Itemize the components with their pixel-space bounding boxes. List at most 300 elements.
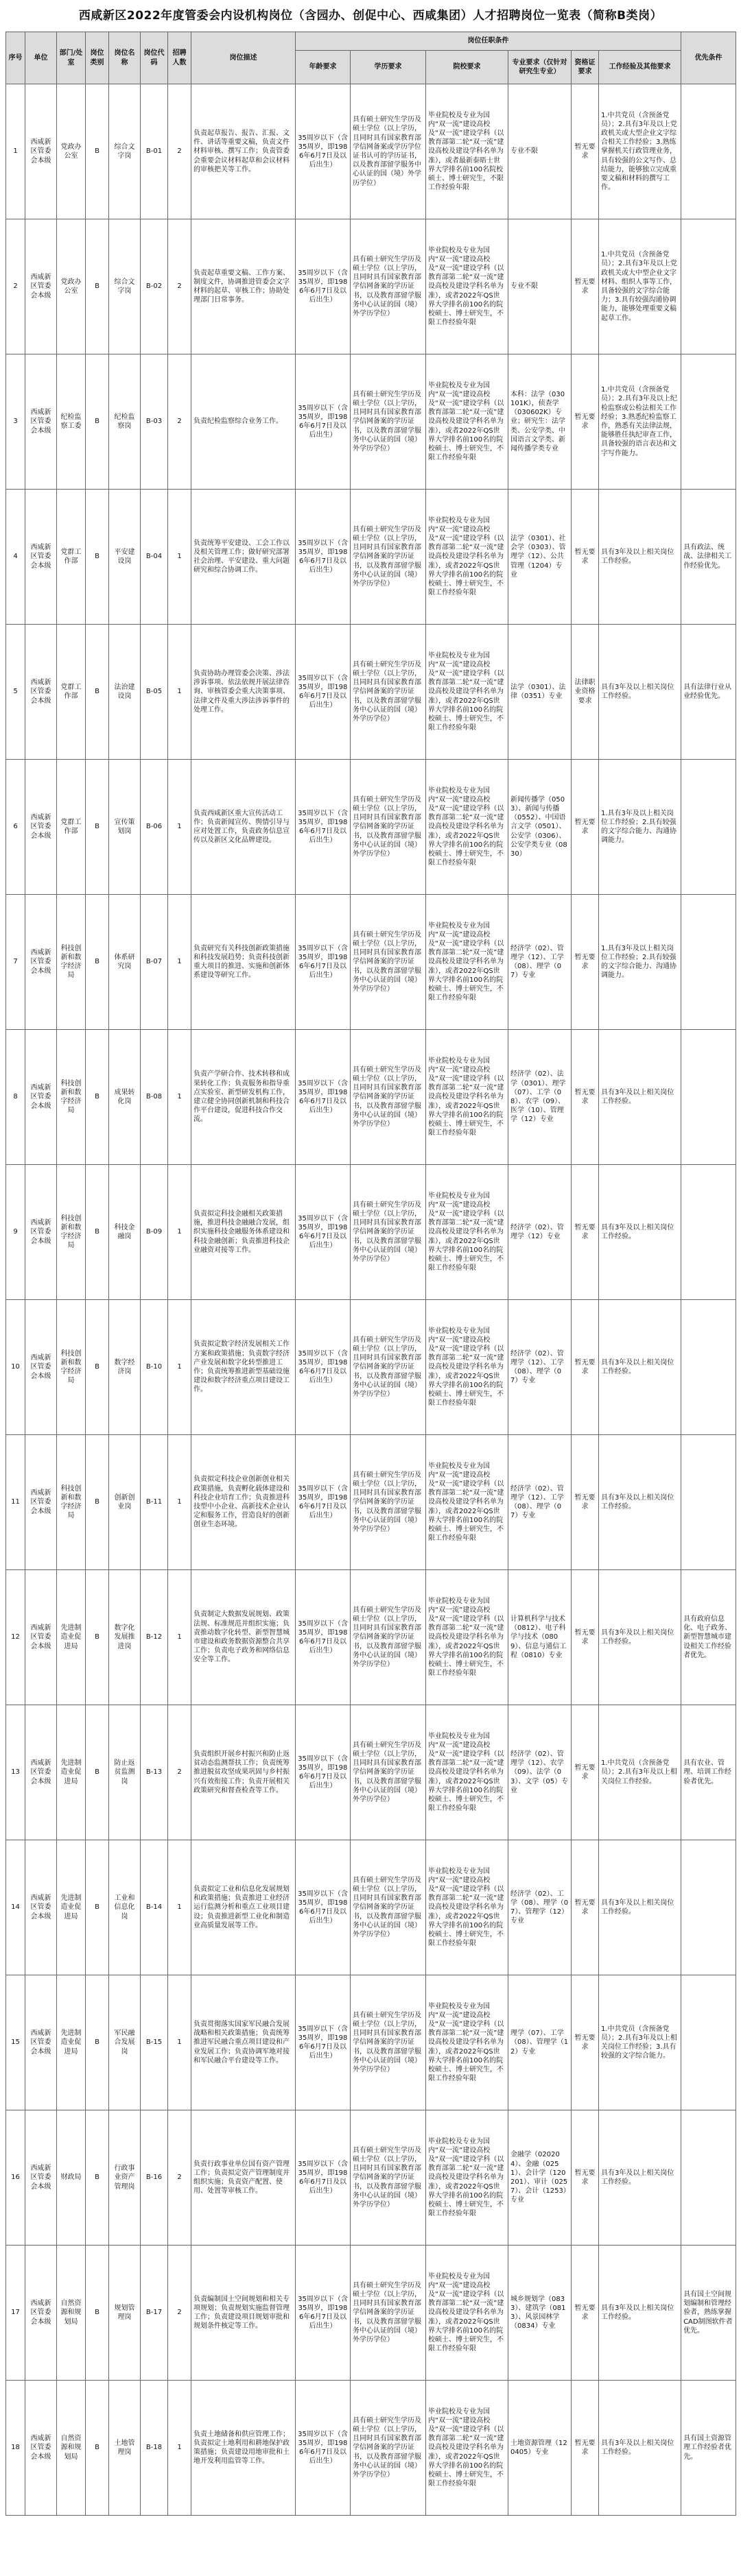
row-desc: 负责土地储备和供应管理工作；负责拟定土地利用和耕地保护政策措施；负责建设用地审批和土地开发利用监管等工作。	[191, 2381, 296, 2516]
row-priority	[681, 1030, 736, 1165]
row-count: 1	[168, 1030, 191, 1165]
row-desc: 负责起草报告、报告、汇报、文件、讲话等重要文稿，负责文件材料审核、撰写工作；负责管委会重要会议材料起草和会议材料的审核把关等工作。	[191, 84, 296, 219]
row-major: 经济学（02）、管理学（12）、工学（08）、理学（07）专业	[508, 1300, 572, 1435]
table-row	[6, 1975, 736, 2110]
row-major: 本科：法学（030101K），侦查学（030602K）专业；研究生：法学类、公安学类、中国语言文学类、新闻传播学类专业	[508, 354, 572, 490]
row-age: 35周岁以下（含35周岁，即1986年6月7日及以后出生）	[296, 1030, 351, 1165]
row-post-code: B-01	[141, 84, 168, 219]
row-desc: 负责拟定数字经济发展相关工作方案和政策措施；负责数字经济产业发展和数字化转型推进工作；负责统筹推进新型基础设施建设和数字经济重点项目建设工作。	[191, 1300, 296, 1435]
table-row	[6, 1570, 736, 1705]
row-school: 毕业院校及专业为国内“双一流”建设高校及“双一流”建设学科（以教育部第二轮“双一流”建设高校及建设学科名单为准），或者2022年QS世界大学排名前100名的院校硕士、博士研究生，不限工作经验年限	[426, 1570, 508, 1705]
table-row	[6, 1840, 736, 1975]
row-post-name: 宣传策划岗	[109, 760, 141, 895]
row-post-name: 平安建设岗	[109, 490, 141, 625]
row-desc: 负责统筹平安建设、工会工作以及相关管理工作；做好研究部署社会治理、平安建设、重大问题研究和综合协调工作。	[191, 490, 296, 625]
row-post-name: 综合文字岗	[109, 84, 141, 219]
row-age: 35周岁以下（含35周岁，即1986年6月7日及以后出生）	[296, 354, 351, 490]
row-age: 35周岁以下（含35周岁，即1986年6月7日及以后出生）	[296, 490, 351, 625]
row-count: 1	[168, 490, 191, 625]
row-work: 1.具有3年及以上相关岗位工作经验；2.具有较强的文字综合能力、沟通协调能力。	[599, 760, 681, 895]
row-priority: 具有农业、管理、培训工作经验者优先。	[681, 1705, 736, 1840]
row-no: 10	[6, 1300, 25, 1435]
row-no: 2	[6, 219, 25, 354]
row-cert: 暂无要求	[572, 1975, 599, 2110]
row-edu: 具有硕士研究生学历及硕士学位（以上学历，且同时具有国家教育部学信网备案的学历证书，以及教育部留学服务中心认证的国（境）外学历学位）	[351, 1570, 426, 1705]
row-count: 2	[168, 84, 191, 219]
row-category: B	[86, 760, 109, 895]
row-age: 35周岁以下（含35周岁，即1986年6月7日及以后出生）	[296, 2381, 351, 2516]
row-school: 毕业院校及专业为国内“双一流”建设高校及“双一流”建设学科（以教育部第二轮“双一流”建设高校及建设学科名单为准），或者2022年QS世界大学排名前100名的院校硕士、博士研究生，不限工作经验年限	[426, 895, 508, 1030]
row-major: 法学（0301）、法律（0351）专业	[508, 625, 572, 760]
row-priority	[681, 1840, 736, 1975]
row-count: 1	[168, 1300, 191, 1435]
header-dept: 部门/处室	[57, 32, 86, 84]
row-work: 具有3年及以上相关岗位工作经验。	[599, 490, 681, 625]
row-post-name: 科技金融岗	[109, 1165, 141, 1300]
row-major: 法学（0301）、社会学（0303）、管理学（12）、公共管理（1204）专业	[508, 490, 572, 625]
row-priority: 具有政法、统战、法律相关工作经验优先。	[681, 490, 736, 625]
row-priority	[681, 1300, 736, 1435]
table-row	[6, 1300, 736, 1435]
row-no: 4	[6, 490, 25, 625]
row-post-code: B-16	[141, 2110, 168, 2246]
row-cert: 暂无要求	[572, 1030, 599, 1165]
row-cert: 暂无要求	[572, 1840, 599, 1975]
row-work: 1.中共党员（含预备党员）；2.具有3年及以上相关岗位工作经验。	[599, 1705, 681, 1840]
row-work: 具有3年及以上相关岗位工作经验。	[599, 2246, 681, 2381]
row-desc: 负责纪检监察综合业务工作。	[191, 354, 296, 490]
row-post-code: B-10	[141, 1300, 168, 1435]
row-age: 35周岁以下（含35周岁，即1986年6月7日及以后出生）	[296, 2110, 351, 2246]
row-major: 经济学（02）、法学（0301）、理学（07）、工学（08）、农学（09）、医学（10）、管理学（12）专业	[508, 1030, 572, 1165]
row-desc: 负责拟定科技金融相关政策措施，推进科技金融融合发展，组织实施科技金融服务体系建设和科技金融创新；负责推进科技企业融资对接等工作。	[191, 1165, 296, 1300]
row-work: 具有3年及以上相关岗位工作经验。	[599, 2381, 681, 2516]
row-category: B	[86, 1435, 109, 1570]
row-dept: 自然资源和规划局	[57, 2246, 86, 2381]
row-cert: 暂无要求	[572, 1570, 599, 1705]
row-count: 1	[168, 1975, 191, 2110]
row-category: B	[86, 1030, 109, 1165]
row-edu: 具有硕士研究生学历及硕士学位（以上学历，且同时具有国家教育部学信网备案的学历证书，以及教育部留学服务中心认证的国（境）外学历学位）	[351, 1840, 426, 1975]
row-age: 35周岁以下（含35周岁，即1986年6月7日及以后出生）	[296, 1705, 351, 1840]
row-edu: 具有硕士研究生学历及硕士学位（以上学历，且同时具有国家教育部学信网备案的学历证书，以及教育部留学服务中心认证的国（境）外学历学位）	[351, 1975, 426, 2110]
row-edu: 具有硕士研究生学历及硕士学位（以上学历，且同时具有国家教育部学信网备案或学历学位证书认可的学历证书，以及教育部留学服务中心认证的国（境）外学历学位）	[351, 84, 426, 219]
table-row	[6, 490, 736, 625]
row-major: 经济学（02）、管理学（12）、农学（09）、法学（03）、文学（05）专业	[508, 1705, 572, 1840]
row-dept: 科技创新和数字经济局	[57, 1300, 86, 1435]
table-row	[6, 895, 736, 1030]
row-no: 13	[6, 1705, 25, 1840]
row-no: 3	[6, 354, 25, 490]
table-row	[6, 625, 736, 760]
row-post-code: B-02	[141, 219, 168, 354]
row-priority	[681, 1165, 736, 1300]
row-dept: 先进制造业促进局	[57, 1975, 86, 2110]
row-age: 35周岁以下（含35周岁，即1986年6月7日及以后出生）	[296, 760, 351, 895]
row-post-name: 数字经济岗	[109, 1300, 141, 1435]
row-dept: 党群工作部	[57, 625, 86, 760]
row-category: B	[86, 1300, 109, 1435]
row-desc: 负责拟定工业和信息化发展规划和政策措施；负责推进工业经济运行监测分析和重点工业项目建设；负责推进新型工业化和制造业高质量发展等工作。	[191, 1840, 296, 1975]
row-no: 18	[6, 2381, 25, 2516]
row-priority	[681, 2110, 736, 2246]
row-age: 35周岁以下（含35周岁，即1986年6月7日及以后出生）	[296, 1840, 351, 1975]
row-category: B	[86, 1570, 109, 1705]
row-edu: 具有硕士研究生学历及硕士学位（以上学历，且同时具有国家教育部学信网备案的学历证书，以及教育部留学服务中心认证的国（境）外学历学位）	[351, 1165, 426, 1300]
header-priority: 优先条件	[681, 32, 736, 84]
row-post-code: B-14	[141, 1840, 168, 1975]
row-unit: 西咸新区管委会本级	[25, 84, 57, 219]
row-dept: 科技创新和数字经济局	[57, 895, 86, 1030]
row-work: 1.中共党员（含预备党员）；2.具有3年及以上党政机关或大型企业文字综合相关工作经验；3.熟练掌握机关行政管理业务，具有较强的公文写作、总结能力，能够独立完成重要文稿和材料的撰写工作。	[599, 84, 681, 219]
row-post-code: B-17	[141, 2246, 168, 2381]
row-category: B	[86, 354, 109, 490]
row-post-code: B-18	[141, 2381, 168, 2516]
table-row	[6, 1705, 736, 1840]
row-edu: 具有硕士研究生学历及硕士学位（以上学历，且同时具有国家教育部学信网备案的学历证书，以及教育部留学服务中心认证的国（境）外学历学位）	[351, 1030, 426, 1165]
row-desc: 负责协助办理管委会决策、涉法涉诉事项、依法依规开展法律咨询、审核管委会重大决策事项、法律文件及重大涉法涉诉事件的处理工作。	[191, 625, 296, 760]
row-priority: 具有国土空间规划编制和管理经验者，熟练掌握CAD制图软件者优先。	[681, 2246, 736, 2381]
row-school: 毕业院校及专业为国内“双一流”建设高校及“双一流”建设学科（以教育部第二轮“双一流”建设高校及建设学科名单为准），或者2022年QS世界大学排名前100名的院校硕士、博士研究生，不限工作经验年限	[426, 219, 508, 354]
row-cert: 暂无要求	[572, 84, 599, 219]
row-cert: 暂无要求	[572, 1165, 599, 1300]
row-desc: 负责行政事业单位国有资产管理工作；负责拟定资产管理制度并组织实施；负责资产配置、使用、处置等审核工作。	[191, 2110, 296, 2246]
row-priority: 具有政府信息化、电子政务、新型智慧城市建设相关工作经验者优先。	[681, 1570, 736, 1705]
table-row	[6, 84, 736, 219]
row-desc: 负责产学研合作、技术转移和成果转化工作；负责服务和指导重点实验室、新型研发机构工作，建立健全协同创新机制和科技合作平台建设，促进科技合作交流。	[191, 1030, 296, 1165]
row-edu: 具有硕士研究生学历及硕士学位（以上学历，且同时具有国家教育部学信网备案的学历证书，以及教育部留学服务中心认证的国（境）外学历学位）	[351, 2246, 426, 2381]
row-work: 具有3年及以上相关岗位工作经验。	[599, 1165, 681, 1300]
header-desc: 岗位描述	[191, 32, 296, 84]
row-school: 毕业院校及专业为国内“双一流”建设高校及“双一流”建设学科（以教育部第二轮“双一流”建设高校及建设学科名单为准），或者最新泰晤士世界大学排名前100名院校硕士、博士研究生，不限工作经验年限	[426, 84, 508, 219]
row-school: 毕业院校及专业为国内“双一流”建设高校及“双一流”建设学科（以教育部第二轮“双一流”建设高校及建设学科名单为准），或者2022年QS世界大学排名前100名的院校硕士、博士研究生，不限工作经验年限	[426, 1165, 508, 1300]
row-count: 1	[168, 760, 191, 895]
row-work: 具有3年及以上相关岗位工作经验。	[599, 625, 681, 760]
row-priority: 具有法律行业从业经验优先。	[681, 625, 736, 760]
positions-table	[5, 32, 736, 2516]
row-major: 专业不限	[508, 219, 572, 354]
row-unit: 西咸新区管委会本级	[25, 1840, 57, 1975]
row-dept: 党政办公室	[57, 219, 86, 354]
row-post-code: B-07	[141, 895, 168, 1030]
row-edu: 具有硕士研究生学历及硕士学位（以上学历，且同时具有国家教育部学信网备案的学历证书，以及教育部留学服务中心认证的国（境）外学历学位）	[351, 219, 426, 354]
table-row	[6, 1030, 736, 1165]
row-cert: 暂无要求	[572, 1705, 599, 1840]
header-category: 岗位类别	[86, 32, 109, 84]
row-desc: 负责组织开展乡村振兴和防止返贫动态监测帮扶工作；负责统筹推进脱贫攻坚成果巩固与乡村振兴有效衔接工作；负责开展相关政策研究和督查检查等工作。	[191, 1705, 296, 1840]
table-row	[6, 1165, 736, 1300]
row-category: B	[86, 1840, 109, 1975]
row-priority	[681, 1975, 736, 2110]
row-major: 经济学（02）、管理学（12）、工学（08）、理学（07）专业	[508, 1435, 572, 1570]
row-no: 15	[6, 1975, 25, 2110]
row-post-code: B-04	[141, 490, 168, 625]
row-cert: 暂无要求	[572, 354, 599, 490]
row-post-code: B-13	[141, 1705, 168, 1840]
row-major: 经济学（02）、管理学（12）、工学（08）、理学（07）专业	[508, 895, 572, 1030]
row-post-name: 规划管理岗	[109, 2246, 141, 2381]
row-count: 1	[168, 1840, 191, 1975]
row-age: 35周岁以下（含35周岁，即1986年6月7日及以后出生）	[296, 84, 351, 219]
row-dept: 自然资源和规划局	[57, 2381, 86, 2516]
table-row	[6, 760, 736, 895]
row-category: B	[86, 2110, 109, 2246]
row-post-name: 法治建设岗	[109, 625, 141, 760]
row-school: 毕业院校及专业为国内“双一流”建设高校及“双一流”建设学科（以教育部第二轮“双一流”建设高校及建设学科名单为准），或者2022年QS世界大学排名前100名的院校硕士、博士研究生，不限工作经验年限	[426, 490, 508, 625]
row-cert: 暂无要求	[572, 2246, 599, 2381]
table-row	[6, 2381, 736, 2516]
row-unit: 西咸新区管委会本级	[25, 1975, 57, 2110]
row-school: 毕业院校及专业为国内“双一流”建设高校及“双一流”建设学科（以教育部第二轮“双一流”建设高校及建设学科名单为准），或者2022年QS世界大学排名前100名的院校硕士、博士研究生，不限工作经验年限	[426, 354, 508, 490]
row-post-name: 防止返贫监测岗	[109, 1705, 141, 1840]
row-post-code: B-03	[141, 354, 168, 490]
row-age: 35周岁以下（含35周岁，即1986年6月7日及以后出生）	[296, 219, 351, 354]
row-category: B	[86, 219, 109, 354]
row-post-code: B-06	[141, 760, 168, 895]
row-category: B	[86, 84, 109, 219]
header-school: 院校要求	[426, 51, 508, 84]
row-edu: 具有硕士研究生学历及硕士学位（以上学历，且同时具有国家教育部学信网备案的学历证书，以及教育部留学服务中心认证的国（境）外学历学位）	[351, 1300, 426, 1435]
row-unit: 西咸新区管委会本级	[25, 1165, 57, 1300]
row-school: 毕业院校及专业为国内“双一流”建设高校及“双一流”建设学科（以教育部第二轮“双一流”建设高校及建设学科名单为准），或者2022年QS世界大学排名前100名的院校硕士、博士研究生，不限工作经验年限	[426, 1030, 508, 1165]
row-unit: 西咸新区管委会本级	[25, 1030, 57, 1165]
row-unit: 西咸新区管委会本级	[25, 490, 57, 625]
row-work: 1.中共党员（含预备党员）；2.具有3年及以上相关岗位工作经验；3.具有较强的文字综合能力。	[599, 1975, 681, 2110]
row-unit: 西咸新区管委会本级	[25, 2110, 57, 2246]
row-count: 2	[168, 354, 191, 490]
row-no: 9	[6, 1165, 25, 1300]
row-work: 具有3年及以上相关岗位工作经验。	[599, 1435, 681, 1570]
row-cert: 暂无要求	[572, 2381, 599, 2516]
row-dept: 党群工作部	[57, 760, 86, 895]
row-no: 1	[6, 84, 25, 219]
row-no: 5	[6, 625, 25, 760]
row-no: 17	[6, 2246, 25, 2381]
document-title: 西咸新区2022年度管委会内设机构岗位（含园办、创促中心、西咸集团）人才招聘岗位一览表（简称B类岗）	[78, 9, 663, 23]
row-edu: 具有硕士研究生学历及硕士学位（以上学历，且同时具有国家教育部学信网备案的学历证书，以及教育部留学服务中心认证的国（境）外学历学位）	[351, 2381, 426, 2516]
row-post-code: B-11	[141, 1435, 168, 1570]
header-count: 招聘人数	[168, 32, 191, 84]
row-dept: 科技创新和数字经济局	[57, 1435, 86, 1570]
header-post-name: 岗位名称	[109, 32, 141, 84]
header-unit: 单位	[25, 32, 57, 84]
row-count: 2	[168, 219, 191, 354]
row-cert: 暂无要求	[572, 490, 599, 625]
row-school: 毕业院校及专业为国内“双一流”建设高校及“双一流”建设学科（以教育部第二轮“双一流”建设高校及建设学科名单为准），或者2022年QS世界大学排名前100名的院校硕士、博士研究生，不限工作经验年限	[426, 1975, 508, 2110]
row-school: 毕业院校及专业为国内“双一流”建设高校及“双一流”建设学科（以教育部第二轮“双一流”建设高校及建设学科名单为准），或者2022年QS世界大学排名前100名的院校硕士、博士研究生，不限工作经验年限	[426, 2110, 508, 2246]
row-edu: 具有硕士研究生学历及硕士学位（以上学历，且同时具有国家教育部学信网备案的学历证书，以及教育部留学服务中心认证的国（境）外学历学位）	[351, 625, 426, 760]
header-conditions: 岗位任职条件	[296, 32, 681, 51]
row-desc: 负责贯彻落实国家军民融合发展战略和相关政策措施；负责统筹推进军民融合重点项目建设和产业发展工作；负责协调军地对接和军民融合平台建设等工作。	[191, 1975, 296, 2110]
row-no: 7	[6, 895, 25, 1030]
row-count: 1	[168, 1165, 191, 1300]
row-cert: 暂无要求	[572, 760, 599, 895]
row-dept: 纪检监察工委	[57, 354, 86, 490]
row-unit: 西咸新区管委会本级	[25, 1570, 57, 1705]
row-count: 1	[168, 1435, 191, 1570]
row-major: 计算机科学与技术（0812）、电子科学与技术（0809）、信息与通信工程（0810）专业	[508, 1570, 572, 1705]
row-edu: 具有硕士研究生学历及硕士学位（以上学历，且同时具有国家教育部学信网备案的学历证书，以及教育部留学服务中心认证的国（境）外学历学位）	[351, 895, 426, 1030]
row-major: 金融学（020204）、金融（0251）、会计学（120201）、审计（0257）、会计（1253）专业	[508, 2110, 572, 2246]
row-age: 35周岁以下（含35周岁，即1986年6月7日及以后出生）	[296, 1300, 351, 1435]
row-post-code: B-05	[141, 625, 168, 760]
row-unit: 西咸新区管委会本级	[25, 895, 57, 1030]
row-desc: 负责西咸新区重大宣传活动工作；负责新闻宣传、舆情引导与应对处置工作，负责政务信息宣传以及新区文化品牌建设。	[191, 760, 296, 895]
row-edu: 具有硕士研究生学历及硕士学位（以上学历，且同时具有国家教育部学信网备案的学历证书，以及教育部留学服务中心认证的国（境）外学历学位）	[351, 1705, 426, 1840]
row-dept: 先进制造业促进局	[57, 1705, 86, 1840]
row-no: 6	[6, 760, 25, 895]
row-post-code: B-12	[141, 1570, 168, 1705]
row-unit: 西咸新区管委会本级	[25, 625, 57, 760]
row-category: B	[86, 490, 109, 625]
row-category: B	[86, 2246, 109, 2381]
row-work: 1.具有3年及以上相关岗位工作经验；2.具有较强的文字综合能力、沟通协调能力。	[599, 895, 681, 1030]
row-school: 毕业院校及专业为国内“双一流”建设高校及“双一流”建设学科（以教育部第二轮“双一流”建设高校及建设学科名单为准），或者2022年QS世界大学排名前100名的院校硕士、博士研究生，不限工作经验年限	[426, 1705, 508, 1840]
row-post-code: B-09	[141, 1165, 168, 1300]
row-work: 具有3年及以上相关岗位工作经验。	[599, 1570, 681, 1705]
row-count: 1	[168, 895, 191, 1030]
table-row	[6, 219, 736, 354]
row-count: 1	[168, 625, 191, 760]
row-dept: 科技创新和数字经济局	[57, 1030, 86, 1165]
row-work: 具有3年及以上相关岗位工作经验。	[599, 1300, 681, 1435]
row-cert: 暂无要求	[572, 219, 599, 354]
row-post-name: 土地管理岗	[109, 2381, 141, 2516]
row-post-code: B-08	[141, 1030, 168, 1165]
row-priority	[681, 895, 736, 1030]
row-school: 毕业院校及专业为国内“双一流”建设高校及“双一流”建设学科（以教育部第二轮“双一流”建设高校及建设学科名单为准），或者2022年QS世界大学排名前100名的院校硕士、博士研究生，不限工作经验年限	[426, 1435, 508, 1570]
row-unit: 西咸新区管委会本级	[25, 760, 57, 895]
row-priority	[681, 760, 736, 895]
row-age: 35周岁以下（含35周岁，即1986年6月7日及以后出生）	[296, 1435, 351, 1570]
row-cert: 暂无要求	[572, 1435, 599, 1570]
row-category: B	[86, 625, 109, 760]
row-unit: 西咸新区管委会本级	[25, 2246, 57, 2381]
row-priority: 具有国土资源管理工作经验者优先。	[681, 2381, 736, 2516]
row-category: B	[86, 1705, 109, 1840]
row-edu: 具有硕士研究生学历及硕士学位（以上学历，且同时具有国家教育部学信网备案的学历证书，以及教育部留学服务中心认证的国（境）外学历学位）	[351, 2110, 426, 2246]
row-work: 1.中共党员（含预备党员）；2.具有3年及以上纪检监察或公检法相关工作经验；3.熟悉纪检监察工作，熟悉有关法律法规，能够胜任执纪审查工作，具备较强的语言表达和文字写作能力。	[599, 354, 681, 490]
row-category: B	[86, 1165, 109, 1300]
row-post-name: 成果转化岗	[109, 1030, 141, 1165]
row-priority	[681, 84, 736, 219]
row-major: 新闻传播学（0503）、新闻与传播（0552）、中国语言文学（0501）、公安学（0306）、公安学类专业（0830）	[508, 760, 572, 895]
table-row	[6, 1435, 736, 1570]
header-work: 工作经验及其他要求	[599, 51, 681, 84]
table-row	[6, 354, 736, 490]
row-dept: 科技创新和数字经济局	[57, 1165, 86, 1300]
row-count: 1	[168, 1570, 191, 1705]
row-post-name: 行政事业资产管理岗	[109, 2110, 141, 2246]
row-work: 具有3年及以上相关岗位工作经验。	[599, 2110, 681, 2246]
table-row	[6, 2110, 736, 2246]
row-school: 毕业院校及专业为国内“双一流”建设高校及“双一流”建设学科（以教育部第二轮“双一流”建设高校及建设学科名单为准），或者2022年QS世界大学排名前100名的院校硕士、博士研究生，不限工作经验年限	[426, 2246, 508, 2381]
row-dept: 党政办公室	[57, 84, 86, 219]
row-unit: 西咸新区管委会本级	[25, 1300, 57, 1435]
row-age: 35周岁以下（含35周岁，即1986年6月7日及以后出生）	[296, 2246, 351, 2381]
row-unit: 西咸新区管委会本级	[25, 354, 57, 490]
row-post-name: 工业和信息化岗	[109, 1840, 141, 1975]
row-unit: 西咸新区管委会本级	[25, 1705, 57, 1840]
header-major: 专业要求（仅针对研究生专业）	[508, 51, 572, 84]
row-major: 理学（07）、工学（08）、管理学（12）专业	[508, 1975, 572, 2110]
row-edu: 具有硕士研究生学历及硕士学位（以上学历，且同时具有国家教育部学信网备案的学历证书，以及教育部留学服务中心认证的国（境）外学历学位）	[351, 1435, 426, 1570]
header-post-code: 岗位代码	[141, 32, 168, 84]
row-work: 1.中共党员（含预备党员）；2.具有3年及以上党政机关或大中型企业文字材料、组织人事等工作，具备较强的文字综合能力；3.具有较强沟通协调能力，能够处理重要文稿起草工作。	[599, 219, 681, 354]
row-cert: 法律职业资格要求	[572, 625, 599, 760]
row-major: 土地资源管理（120405）专业	[508, 2381, 572, 2516]
row-desc: 负责起草重要文稿、工作方案、制度文件，协调推进管委会文字材料的起草、审核工作；协助处理部门日常事务。	[191, 219, 296, 354]
row-unit: 西咸新区管委会本级	[25, 219, 57, 354]
row-post-name: 体系研究岗	[109, 895, 141, 1030]
row-major: 专业不限	[508, 84, 572, 219]
row-work: 具有3年及以上相关岗位工作经验。	[599, 1030, 681, 1165]
row-unit: 西咸新区管委会本级	[25, 2381, 57, 2516]
row-school: 毕业院校及专业为国内“双一流”建设高校及“双一流”建设学科（以教育部第二轮“双一流”建设高校及建设学科名单为准），或者2022年QS世界大学排名前100名的院校硕士、博士研究生，不限工作经验年限	[426, 1840, 508, 1975]
row-no: 8	[6, 1030, 25, 1165]
header-age: 年龄要求	[296, 51, 351, 84]
row-category: B	[86, 1975, 109, 2110]
row-desc: 负责编制国土空间规划和相关专项规划；负责规划实施监督管理工作；负责建设项目规划审批和规划条件核定等工作。	[191, 2246, 296, 2381]
header-edu: 学历要求	[351, 51, 426, 84]
table-row	[6, 2246, 736, 2381]
row-unit: 西咸新区管委会本级	[25, 1435, 57, 1570]
row-no: 14	[6, 1840, 25, 1975]
row-dept: 党群工作部	[57, 490, 86, 625]
row-age: 35周岁以下（含35周岁，即1986年6月7日及以后出生）	[296, 895, 351, 1030]
row-dept: 先进制造业促进局	[57, 1840, 86, 1975]
row-age: 35周岁以下（含35周岁，即1986年6月7日及以后出生）	[296, 1165, 351, 1300]
row-desc: 负责制定大数据发展规划、政策法规、标准规范并组织实施；负责推动数字化转型、新型智慧城市建设和政务数据资源整合共享工作；负责电子政务和网络信息安全等工作。	[191, 1570, 296, 1705]
row-school: 毕业院校及专业为国内“双一流”建设高校及“双一流”建设学科（以教育部第二轮“双一流”建设高校及建设学科名单为准），或者2022年QS世界大学排名前100名的院校硕士、博士研究生，不限工作经验年限	[426, 2381, 508, 2516]
row-count: 2	[168, 2110, 191, 2246]
row-post-name: 创新创业岗	[109, 1435, 141, 1570]
row-school: 毕业院校及专业为国内“双一流”建设高校及“双一流”建设学科（以教育部第二轮“双一流”建设高校及建设学科名单为准），或者2022年QS世界大学排名前100名的院校硕士、博士研究生，不限工作经验年限	[426, 1300, 508, 1435]
row-priority	[681, 219, 736, 354]
row-age: 35周岁以下（含35周岁，即1986年6月7日及以后出生）	[296, 1570, 351, 1705]
row-post-name: 综合文字岗	[109, 219, 141, 354]
row-post-name: 军民融合发展岗	[109, 1975, 141, 2110]
row-category: B	[86, 2381, 109, 2516]
header-no: 序号	[6, 32, 25, 84]
row-edu: 具有硕士研究生学历及硕士学位（以上学历，且同时具有国家教育部学信网备案的学历证书，以及教育部留学服务中心认证的国（境）外学历学位）	[351, 354, 426, 490]
row-desc: 负责研究有关科技创新政策措施和科技发展趋势；负责科技创新重大项目的推进、实施和创新体系建设等研究工作。	[191, 895, 296, 1030]
row-dept: 财政局	[57, 2110, 86, 2246]
row-post-code: B-15	[141, 1975, 168, 2110]
row-major: 经济学（02）、管理学（12）专业	[508, 1165, 572, 1300]
row-count: 2	[168, 2246, 191, 2381]
row-no: 11	[6, 1435, 25, 1570]
row-no: 16	[6, 2110, 25, 2246]
row-priority	[681, 1435, 736, 1570]
row-major: 城乡规划学（0833）、建筑学（0813）、风景园林学（0834）专业	[508, 2246, 572, 2381]
row-count: 2	[168, 1705, 191, 1840]
row-age: 35周岁以下（含35周岁，即1986年6月7日及以后出生）	[296, 1975, 351, 2110]
row-dept: 先进制造业促进局	[57, 1570, 86, 1705]
row-no: 12	[6, 1570, 25, 1705]
row-edu: 具有硕士研究生学历及硕士学位（以上学历，且同时具有国家教育部学信网备案的学历证书，以及教育部留学服务中心认证的国（境）外学历学位）	[351, 490, 426, 625]
row-cert: 暂无要求	[572, 895, 599, 1030]
row-cert: 暂无要求	[572, 1300, 599, 1435]
row-school: 毕业院校及专业为国内“双一流”建设高校及“双一流”建设学科（以教育部第二轮“双一流”建设高校及建设学科名单为准），或者2022年QS世界大学排名前100名的院校硕士、博士研究生，不限工作经验年限	[426, 625, 508, 760]
row-category: B	[86, 895, 109, 1030]
row-post-name: 数字化发展推进岗	[109, 1570, 141, 1705]
row-work: 具有3年及以上相关岗位工作经验。	[599, 1840, 681, 1975]
row-edu: 具有硕士研究生学历及硕士学位（以上学历，且同时具有国家教育部学信网备案的学历证书，以及教育部留学服务中心认证的国（境）外学历学位）	[351, 760, 426, 895]
row-count: 1	[168, 2381, 191, 2516]
row-priority	[681, 354, 736, 490]
row-post-name: 纪检监察岗	[109, 354, 141, 490]
